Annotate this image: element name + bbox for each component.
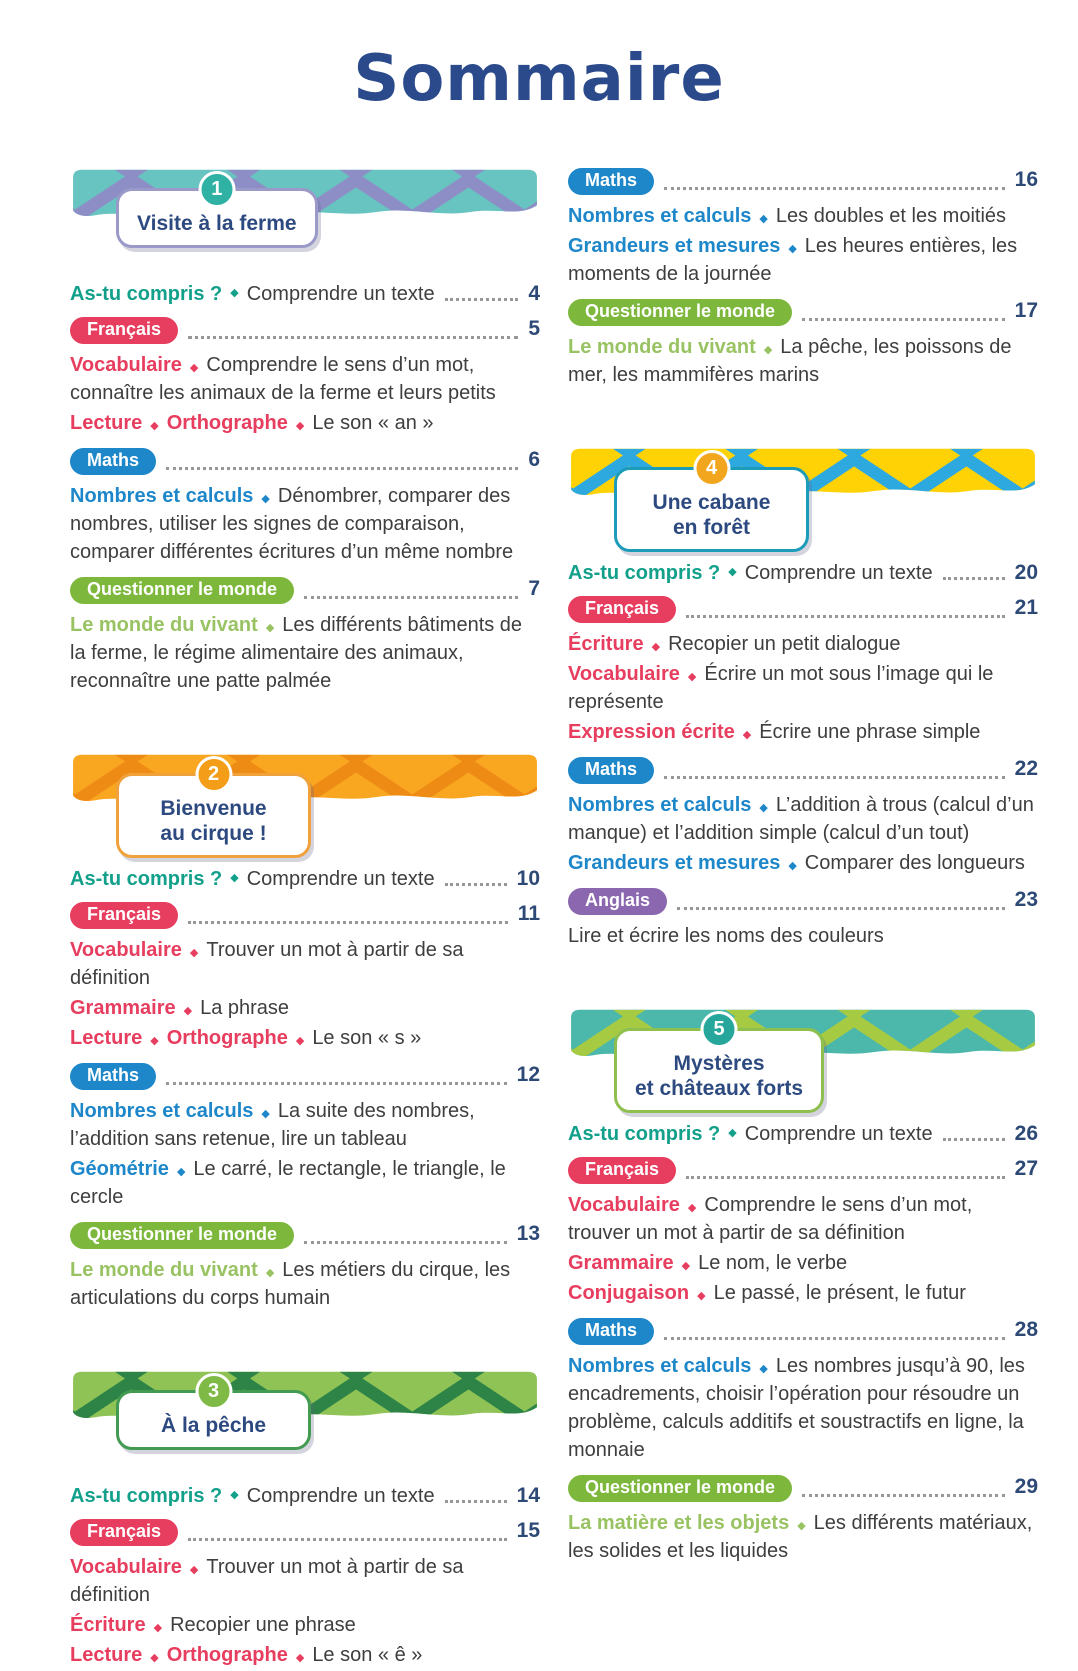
page-number: 16: [1014, 168, 1038, 191]
entry-text: Comprendre le sens d’un mot, trouver un mot à partir de sa définition: [568, 1194, 973, 1244]
diamond-bullet-icon: ◆: [797, 1520, 806, 1532]
subject-pill: Français: [70, 902, 178, 929]
toc-subject-row: [568, 596, 1038, 623]
entry-text: Écrire une phrase simple: [759, 721, 981, 743]
diamond-bullet-icon: ◆: [295, 1035, 305, 1047]
diamond-bullet-icon: ◆: [681, 1260, 691, 1272]
toc-entry-row: [568, 561, 1038, 585]
section-number-badge: 3: [195, 1373, 232, 1410]
diamond-bullet-icon: ◆: [742, 729, 752, 741]
entry-detail: [568, 202, 1038, 230]
subject-pill: Maths: [70, 1063, 156, 1090]
dotted-leader: [664, 1336, 1005, 1340]
dotted-leader: [445, 297, 519, 301]
entry-sub-label: Grandeurs et mesures: [568, 235, 781, 257]
diamond-bullet-icon: ◆: [265, 1267, 275, 1279]
toc-entry-row: [568, 1122, 1038, 1146]
entry-label: As-tu compris ?: [70, 1485, 223, 1507]
entry-text: Les heures entières, les moments de la journée: [568, 235, 1018, 285]
entry-sub-label: Le monde du vivant: [70, 614, 258, 636]
entry-sub-label: Grammaire: [568, 1252, 674, 1274]
toc-subject-row: [70, 1519, 540, 1546]
entry-text: Comparer des longueurs: [804, 852, 1025, 874]
entry-detail: [568, 718, 1038, 746]
entry-text: Le son « ê »: [312, 1644, 423, 1666]
entry-text: Lire et écrire les noms des couleurs: [568, 925, 884, 947]
entry-detail: [70, 1155, 540, 1211]
dotted-leader: [166, 1081, 507, 1085]
diamond-bullet-icon: ◆: [788, 243, 797, 255]
section-number-badge: 2: [195, 756, 232, 793]
section-banner-5: [568, 1008, 1038, 1100]
toc-subject-row: [568, 757, 1038, 784]
page-number: 23: [1014, 888, 1038, 911]
dotted-leader: [686, 614, 1005, 618]
section-title-line: Visite à la ferme: [137, 212, 297, 235]
entry-text: Le son « s »: [312, 1027, 422, 1049]
entry-sub-label: Vocabulaire: [568, 663, 680, 685]
entry-detail: [568, 1509, 1038, 1565]
dotted-leader: [166, 466, 518, 470]
entry-text: Les métiers du cirque, les articulations du corps humain: [70, 1259, 511, 1309]
section-title-card: [116, 763, 311, 858]
entry-text: Les différents bâtiments de la ferme, le régime alimentaire des animaux, reconnaître une patte palmée: [70, 614, 523, 692]
diamond-bullet-icon: ◆: [788, 860, 797, 872]
diamond-bullet-icon: ◆: [261, 1108, 270, 1120]
subject-pill: Maths: [568, 1318, 654, 1345]
section-title-card: [116, 1380, 311, 1450]
entry-detail: [568, 1352, 1038, 1464]
entry-sub-label: Nombres et calculs: [568, 205, 752, 227]
section-title: [137, 1414, 290, 1439]
section-title-line: Bienvenue: [160, 797, 267, 820]
subject-pill: Questionner le monde: [70, 1222, 294, 1249]
subject-pill: Maths: [70, 448, 156, 475]
entry-sub-label: Nombres et calculs: [568, 1355, 752, 1377]
diamond-bullet-icon: ◆: [150, 1035, 159, 1047]
section-number-badge: 1: [198, 171, 235, 208]
entry-text: L’addition à trous (calcul d’un manque) et l’addition simple (calcul d’un tout): [568, 794, 1034, 844]
dotted-leader: [802, 317, 1005, 321]
entry-detail: [568, 333, 1038, 389]
diamond-bullet-icon: ◆: [265, 622, 275, 634]
entry-text: La pêche, les poissons de mer, les mammifères marins: [568, 336, 1012, 386]
diamond-bullet-icon: ◆: [295, 420, 305, 432]
entry-sub-label: Lecture: [70, 1027, 143, 1049]
page-number: 20: [1014, 561, 1038, 584]
page-number: 4: [528, 282, 540, 305]
entry-detail: [568, 1191, 1038, 1247]
dotted-leader: [188, 335, 518, 339]
diamond-bullet-icon: ◆: [687, 671, 697, 683]
entry-label: As-tu compris ?: [568, 1123, 721, 1145]
entry-detail: [70, 1024, 540, 1052]
entry-detail: [568, 1249, 1038, 1277]
diamond-bullet-icon: ◆: [763, 344, 773, 356]
diamond-bullet-icon: ◆: [759, 802, 768, 814]
diamond-bullet-icon: ◆: [176, 1166, 186, 1178]
entry-text: Le son « an »: [312, 412, 434, 434]
entry-sub-label: Écriture: [70, 1614, 146, 1636]
entry-sub-label: Géométrie: [70, 1158, 169, 1180]
toc-subject-row: [70, 317, 540, 344]
entry-detail: [568, 791, 1038, 847]
section-title: [635, 1052, 803, 1102]
entry-sub-label: Nombres et calculs: [70, 1100, 254, 1122]
section-title-line: À la pêche: [160, 1414, 267, 1437]
diamond-bullet-icon: ◆: [759, 1363, 768, 1375]
toc-columns: [0, 168, 1078, 1671]
entry-detail: [568, 232, 1038, 288]
section-title-line: en forêt: [672, 515, 750, 539]
entry-detail: [70, 1641, 540, 1669]
entry-detail: [70, 1611, 540, 1639]
diamond-bullet-icon: ◆: [189, 1564, 199, 1576]
subject-pill: Français: [568, 1157, 676, 1184]
entry-sub-label: Le monde du vivant: [70, 1259, 258, 1281]
toc-subject-row: [568, 888, 1038, 915]
entry-detail: [568, 1279, 1038, 1307]
entry-text: Comprendre un texte: [246, 1485, 435, 1507]
entry-text: Comprendre un texte: [744, 1123, 933, 1145]
diamond-bullet-icon: ◆: [759, 213, 768, 225]
diamond-bullet-icon: ◆: [728, 1126, 737, 1139]
subject-pill: Maths: [568, 168, 654, 195]
entry-sub-label: Conjugaison: [568, 1282, 690, 1304]
toc-subject-row: [568, 299, 1038, 326]
entry-detail: [70, 482, 540, 566]
entry-sub-label: Orthographe: [166, 1644, 288, 1666]
section-title-card: [614, 1018, 824, 1113]
toc-subject-row: [568, 1318, 1038, 1345]
entry-sub-label: Vocabulaire: [70, 1556, 182, 1578]
entry-text: Recopier un petit dialogue: [668, 633, 901, 655]
entry-detail: [70, 409, 540, 437]
dotted-leader: [445, 1499, 507, 1503]
toc-subject-row: [70, 902, 540, 929]
entry-sub-label: Grammaire: [70, 997, 176, 1019]
section-title-line: Une cabane: [652, 491, 771, 514]
section-title-card: [614, 457, 809, 552]
dotted-leader: [677, 906, 1005, 910]
section-title: [137, 797, 290, 847]
entry-text: Comprendre le sens d’un mot, connaître les animaux de la ferme et leurs petits: [70, 354, 496, 404]
diamond-bullet-icon: ◆: [153, 1622, 163, 1634]
toc-subject-row: [568, 1157, 1038, 1184]
entry-detail: [568, 630, 1038, 658]
diamond-bullet-icon: ◆: [230, 871, 239, 884]
subject-pill: Français: [568, 596, 676, 623]
section-banner-3: [70, 1370, 540, 1436]
dotted-leader: [304, 595, 518, 599]
entry-detail: [568, 849, 1038, 877]
dotted-leader: [943, 576, 1005, 580]
entry-text: Écrire un mot sous l’image qui le représente: [568, 663, 994, 713]
entry-text: Comprendre un texte: [744, 562, 933, 584]
entry-sub-label: Orthographe: [166, 1027, 288, 1049]
entry-label: As-tu compris ?: [70, 283, 223, 305]
section-title-card: [116, 178, 318, 248]
entry-text: Le carré, le rectangle, le triangle, le cercle: [70, 1158, 506, 1208]
entry-text: Comprendre un texte: [246, 868, 435, 890]
diamond-bullet-icon: ◆: [697, 1290, 706, 1302]
entry-text: La suite des nombres, l’addition sans retenue, lire un tableau: [70, 1100, 475, 1150]
subject-pill: Questionner le monde: [568, 299, 792, 326]
dotted-leader: [664, 186, 1005, 190]
toc-entry-row: [70, 1484, 540, 1508]
diamond-bullet-icon: ◆: [230, 1488, 239, 1501]
entry-sub-label: Écriture: [568, 633, 644, 655]
section-number-badge: 5: [701, 1011, 738, 1048]
dotted-leader: [943, 1137, 1005, 1141]
section-banner-1: [70, 168, 540, 234]
page-number: 26: [1014, 1122, 1038, 1145]
entry-sub-label: Expression écrite: [568, 721, 735, 743]
toc-subject-row: [70, 448, 540, 475]
page-number: 7: [528, 577, 540, 600]
diamond-bullet-icon: ◆: [189, 362, 199, 374]
entry-detail: [70, 994, 540, 1022]
dotted-leader: [802, 1493, 1005, 1497]
diamond-bullet-icon: ◆: [687, 1202, 697, 1214]
page-number: 15: [516, 1519, 540, 1542]
section-title-line: au cirque !: [160, 821, 267, 845]
dotted-leader: [188, 920, 508, 924]
page-number: 22: [1014, 757, 1038, 780]
toc-subject-row: [568, 168, 1038, 195]
section-title: [137, 212, 297, 237]
diamond-bullet-icon: ◆: [189, 947, 199, 959]
toc-subject-row: [70, 1222, 540, 1249]
subject-pill: Questionner le monde: [70, 577, 294, 604]
entry-sub-label: Grandeurs et mesures: [568, 852, 781, 874]
entry-text: Trouver un mot à partir de sa définition: [70, 939, 464, 989]
entry-sub-label: Orthographe: [166, 412, 288, 434]
page-title: Sommaire: [353, 42, 725, 116]
entry-text: Dénombrer, comparer des nombres, utiliser les signes de comparaison, comparer différentes écritures d’un même nombre: [70, 485, 514, 563]
dotted-leader: [445, 882, 507, 886]
page-number: 21: [1014, 596, 1038, 619]
subject-pill: Français: [70, 317, 178, 344]
section-title: [635, 491, 788, 541]
entry-detail: [70, 936, 540, 992]
section-banner-2: [70, 753, 540, 845]
entry-detail: [70, 1097, 540, 1153]
entry-sub-label: Le monde du vivant: [568, 336, 756, 358]
entry-label: As-tu compris ?: [70, 868, 223, 890]
subject-pill: Anglais: [568, 888, 667, 915]
dotted-leader: [686, 1175, 1005, 1179]
toc-subject-row: [568, 1475, 1038, 1502]
page-number: 29: [1014, 1475, 1038, 1498]
section-title-line: et châteaux forts: [635, 1076, 804, 1100]
dotted-leader: [664, 775, 1005, 779]
section-number-badge: 4: [693, 450, 730, 487]
toc-entry-row: [70, 282, 540, 306]
entry-text: Le passé, le présent, le futur: [713, 1282, 966, 1304]
subject-pill: Questionner le monde: [568, 1475, 792, 1502]
diamond-bullet-icon: ◆: [261, 493, 270, 505]
entry-detail: [568, 660, 1038, 716]
subject-pill: Maths: [568, 757, 654, 784]
entry-label: As-tu compris ?: [568, 562, 721, 584]
page-number: 12: [516, 1063, 540, 1086]
entry-detail: [70, 1553, 540, 1609]
entry-text: Les nombres jusqu’à 90, les encadrements, choisir l’opération pour résoudre un problème, calculs additifs et soustractifs en ligne, la monnaie: [568, 1355, 1025, 1461]
dotted-leader: [188, 1537, 507, 1541]
page-number: 10: [516, 867, 540, 890]
page-number: 5: [528, 317, 540, 340]
entry-sub-label: Vocabulaire: [568, 1194, 680, 1216]
subject-pill: Français: [70, 1519, 178, 1546]
toc-entry-row: [70, 867, 540, 891]
page-number: 28: [1014, 1318, 1038, 1341]
dotted-leader: [304, 1240, 507, 1244]
entry-detail: [70, 351, 540, 407]
entry-sub-label: Lecture: [70, 1644, 143, 1666]
entry-text: Comprendre un texte: [246, 283, 435, 305]
page-number: 6: [528, 448, 540, 471]
page-number: 11: [517, 902, 540, 925]
page-number: 27: [1014, 1157, 1038, 1180]
entry-text: La phrase: [200, 997, 290, 1019]
entry-sub-label: Nombres et calculs: [568, 794, 752, 816]
toc-subject-row: [70, 1063, 540, 1090]
diamond-bullet-icon: ◆: [150, 420, 159, 432]
section-title-line: Mystères: [673, 1052, 765, 1075]
page-number: 13: [516, 1222, 540, 1245]
entry-text: Les différents matériaux, les solides et les liquides: [568, 1512, 1033, 1562]
entry-sub-label: Vocabulaire: [70, 354, 182, 376]
entry-text: Le nom, le verbe: [698, 1252, 848, 1274]
section-banner-4: [568, 447, 1038, 539]
toc-column-right: [568, 168, 1038, 1671]
diamond-bullet-icon: ◆: [150, 1652, 159, 1664]
page-number: 17: [1014, 299, 1038, 322]
entry-sub-label: Vocabulaire: [70, 939, 182, 961]
toc-column-left: [70, 168, 540, 1671]
entry-detail: [70, 1256, 540, 1312]
entry-sub-label: La matière et les objets: [568, 1512, 790, 1534]
entry-sub-label: Lecture: [70, 412, 143, 434]
diamond-bullet-icon: ◆: [183, 1005, 193, 1017]
entry-detail: [70, 611, 540, 695]
diamond-bullet-icon: ◆: [651, 641, 661, 653]
entry-text: Trouver un mot à partir de sa définition: [70, 1556, 464, 1606]
page-number: 14: [516, 1484, 540, 1507]
entry-text: Les doubles et les moitiés: [775, 205, 1007, 227]
entry-text: Recopier une phrase: [170, 1614, 356, 1636]
diamond-bullet-icon: ◆: [728, 565, 737, 578]
diamond-bullet-icon: ◆: [230, 286, 239, 299]
diamond-bullet-icon: ◆: [295, 1652, 305, 1664]
entry-sub-label: Nombres et calculs: [70, 485, 254, 507]
toc-subject-row: [70, 577, 540, 604]
